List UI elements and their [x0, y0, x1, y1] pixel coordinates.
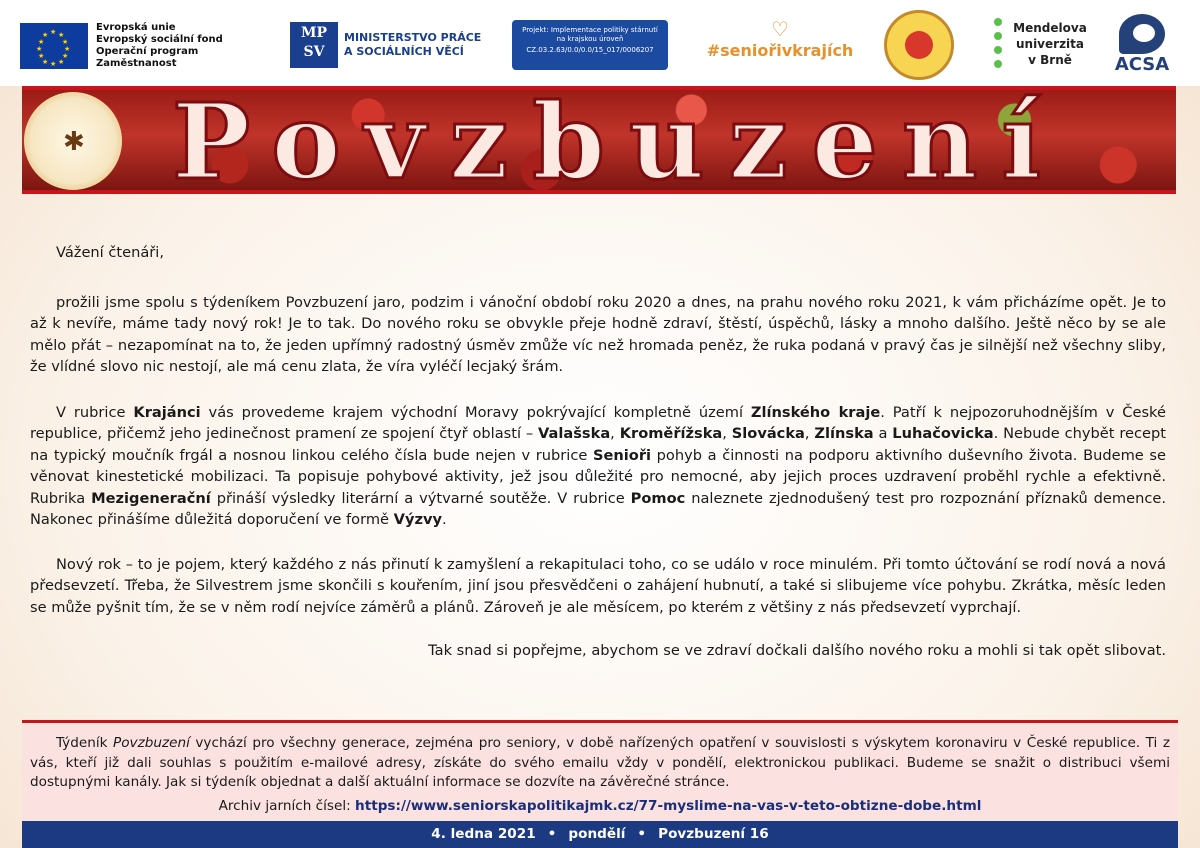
archive-link[interactable]: https://www.seniorskapolitikajmk.cz/77-myslime-na-vas-v-teto-obtizne-dobe.html	[355, 798, 982, 814]
text-run: . Nebude chybět recept na typický moučník frgál a nosnou linkou celého čísla bude nejen v rubrice	[30, 425, 1167, 464]
text-run: ,	[610, 425, 620, 443]
project-badge	[512, 20, 668, 70]
bold-luhacovicko: Luhačovicka	[892, 425, 994, 443]
rubric-pomoc: Pomoc	[630, 489, 686, 507]
masthead-title: Povzbuzení	[172, 86, 1065, 194]
mpsv-mark-line: MP	[300, 25, 328, 41]
mpsv-line: MINISTERSTVO PRÁCE	[344, 31, 482, 44]
mendel-line: univerzita	[1015, 37, 1084, 51]
archive-label: Archiv jarních čísel:	[218, 798, 356, 814]
mendel-line: Mendelova	[1013, 21, 1087, 35]
rubric-mezigeneracni: Mezigenerační	[91, 489, 211, 507]
eu-line: Evropská unie	[96, 22, 176, 33]
separator: •	[547, 826, 557, 842]
archive-line	[0, 797, 1200, 816]
text-run: a	[873, 425, 893, 443]
bold-kromerizsko: Kroměřížska	[619, 425, 723, 443]
closing-line: Tak snad si popřejme, abychom se ve zdraví dočkali dalšího nového roku a mohli si tak opět slibovat.	[428, 642, 1166, 659]
apple-core-icon: ✱	[63, 127, 85, 157]
mpsv-mark	[290, 22, 338, 68]
apple-slice-icon	[24, 92, 122, 190]
salutation: Vážení čtenáři,	[56, 244, 164, 261]
project-line: Projekt: Implementace politiky stárnutí	[522, 26, 658, 34]
bold-valassko: Valašska	[538, 425, 611, 443]
issue-bar	[22, 821, 1178, 848]
heart-icon: ♡	[771, 17, 789, 41]
bold-zlinsko: Zlínska	[814, 425, 874, 443]
eu-logo-text	[96, 22, 266, 70]
rubric-seniori: Senioři	[593, 446, 652, 464]
eu-logo	[20, 22, 266, 70]
mendel-university-logo	[990, 14, 1090, 74]
bold-zlin-region: Zlínského kraje	[750, 404, 881, 421]
text-run: ,	[722, 425, 732, 443]
eu-flag-icon: ★ ★ ★ ★ ★ ★ ★ ★ ★ ★ ★ ★	[20, 23, 88, 69]
mpsv-logo-text	[344, 31, 494, 59]
text-run: přináší výsledky literární a výtvarné soutěže. V rubrice	[210, 489, 631, 507]
mendel-dots-icon	[990, 14, 1004, 74]
masthead-banner	[22, 86, 1176, 194]
issue-date: 4. ledna 2021	[431, 826, 536, 842]
footer-info-text	[30, 734, 1170, 793]
text-run: pohyb a činnosti na podporu aktivního duševního života. Budeme se věnovat kinestetické mobilizaci. Ta popisuje pohybové aktivity, jež jsou důležité pro nemocné, aby jejich proces uzdravení proběhl rychle a efektivně. Rubrika	[30, 446, 1166, 507]
paragraph-3: Nový rok – to je pojem, který každého z nás přinutí k zamyšlení a rekapitulaci toho, co se událo v roce minulém. Při tomto účtování se rodí nová a nová předsevzetí. Třeba, že Silvestrem jsme skončili s kouřením, jiní jsou přesvědčeni o zahájení hubnutí, a také si slibujeme více pohybu. Zkrátka, měsíc leden se může pyšnit tím, že se v něm rodí nejvíce záměrů a plánů. Zároveň je ale měsícem, po kterém z většiny z nás předsevzetí vyprchají.	[30, 556, 1166, 616]
text-run: V rubrice	[56, 404, 134, 421]
text-run: .	[441, 511, 447, 529]
mendel-logo-text	[1010, 20, 1090, 68]
acsa-text: ACSA	[1114, 54, 1170, 75]
paragraph-1: prožili jsme spolu s týdeníkem Povzbuzení jaro, podzim i vánoční období roku 2020 a dnes, na prahu nového roku 2021, k vám přicházíme opět. Je to až k nevíře, máme tady nový rok! Je to tak. Do nového roku se obvykle přeje hodně zdraví, štěstí, úspěchů, lásky a mnoho dalšího. Ještě něco by se ale mělo přát – nezapomínat na to, že jeden upřímný radostný úsměv zmůže víc než hromada peněz, že ruka podaná v pravý čas je silnější než všechny sliby, že vlídné slovo nic nestojí, ale má cenu zlata, že víra vyléčí lecjaký šrám.	[30, 294, 1166, 376]
heart-seal-icon	[905, 31, 933, 59]
issue-number: Povzbuzení 16	[658, 826, 769, 842]
text-run: vychází pro všechny generace, zejména pro seniory, v době nařízených opatření v souvislosti s výskytem koronaviru v České republice. Ti z vás, kteří již dali souhlas s použitím e-mailové adresy, získáte do svého emailu vždy v pondělí, elektronickou publikaci. Budeme se snažit o distribuci všemi dostupnými kanály. Jak si týdeník objednat a další aktuální informace se dozvíte na závěrečné stránce.	[30, 735, 1170, 790]
mpsv-logo	[290, 22, 494, 68]
project-line: CZ.03.2.63/0.0/0.0/15_017/0006207	[526, 46, 654, 54]
school-seal-logo	[884, 10, 954, 80]
rubric-krajanci: Krajánci	[133, 404, 201, 421]
seniors-hashtag: #seniořivkrajích	[706, 41, 854, 60]
rubric-vyzvy: Výzvy	[393, 511, 442, 529]
acsa-mark-icon	[1119, 14, 1165, 54]
bold-slovacko: Slovácka	[731, 425, 805, 443]
seniors-in-regions-logo	[700, 18, 860, 70]
project-line: na krajskou úroveň	[556, 35, 624, 43]
acsa-logo	[1110, 14, 1174, 78]
mpsv-line: A SOCIÁLNÍCH VĚCÍ	[344, 45, 464, 58]
text-run: ,	[804, 425, 815, 443]
text-run: Týdeník	[56, 735, 114, 751]
text-run: . Patří k nejpozoruhodnějším v České republice, přičemž jeho jedinečnost pramení ze spojení čtyř oblastí –	[30, 404, 1166, 443]
text-run: naleznete zjednodušený test pro rozpoznání příznaků demence. Nakonec přinášíme důležitá doporučení ve formě	[30, 489, 1166, 529]
separator: •	[637, 826, 647, 842]
eu-line: Operační program Zaměstnanost	[96, 46, 199, 69]
issue-day: pondělí	[568, 826, 626, 842]
mpsv-mark-line: SV	[303, 44, 325, 60]
magazine-name: Povzbuzení	[113, 735, 190, 751]
logo-bar	[0, 0, 1200, 86]
eu-line: Evropský sociální fond	[96, 34, 223, 45]
mendel-line: v Brně	[1028, 53, 1072, 67]
paragraph-2	[30, 402, 1166, 530]
text-run: vás provedeme krajem východní Moravy pokrývající kompletně území	[200, 404, 751, 421]
